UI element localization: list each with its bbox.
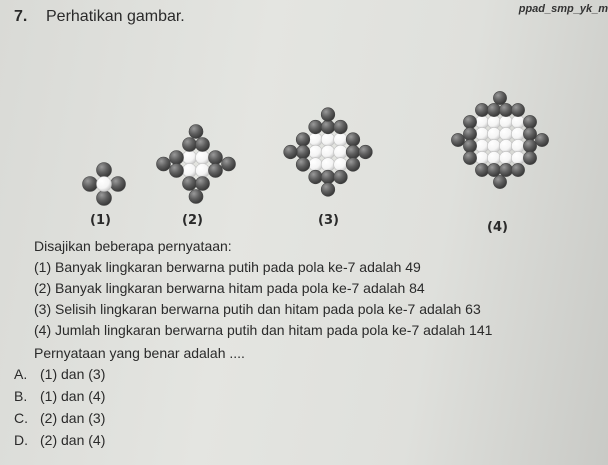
pattern-3-white-circle: [309, 133, 323, 147]
pattern-3-white-circle: [309, 145, 323, 159]
pattern-3-dark-circle: [321, 170, 335, 184]
pattern-4-white-circle: [475, 151, 488, 164]
pattern-4-white-circle: [487, 127, 500, 140]
pattern-label-4: (4): [487, 220, 508, 235]
pattern-4-dark-circle: [535, 133, 548, 146]
option-a-text[interactable]: (1) dan (3): [40, 366, 106, 382]
pattern-3-dark-circle: [346, 133, 360, 147]
pattern-3-dark-circle: [296, 158, 310, 172]
pattern-4-dark-circle: [487, 103, 500, 116]
pattern-1-dark-circle: [83, 177, 98, 192]
pattern-3-white-circle: [334, 145, 348, 159]
source-watermark: ppad_smp_yk_m: [518, 3, 608, 15]
pattern-4-dark-circle: [493, 91, 506, 104]
pattern-4-white-circle: [499, 151, 512, 164]
pattern-2-dark-circle: [189, 190, 203, 204]
pattern-4-dark-circle: [523, 139, 536, 152]
question-number: 7.: [14, 8, 28, 25]
pattern-4-dark-circle: [523, 115, 536, 128]
pattern-3-dark-circle: [346, 158, 360, 172]
circle-pattern-illustration: [0, 40, 608, 240]
pattern-4-dark-circle: [463, 139, 476, 152]
statement-4: (4) Jumlah lingkaran berwarna putih dan hitam pada pola ke-7 adalah 141: [34, 322, 493, 338]
pattern-4-dark-circle: [451, 133, 464, 146]
pattern-2-dark-circle: [222, 157, 236, 171]
pattern-2-dark-circle: [183, 138, 197, 152]
pattern-figure: [0, 40, 608, 240]
pattern-4-white-circle: [487, 115, 500, 128]
pattern-3-dark-circle: [321, 120, 335, 134]
pattern-2-dark-circle: [209, 164, 223, 178]
pattern-4-white-circle: [487, 139, 500, 152]
pattern-3-dark-circle: [346, 145, 360, 159]
pattern-1-dark-circle: [97, 163, 112, 178]
pattern-2-dark-circle: [157, 157, 171, 171]
option-d-text[interactable]: (2) dan (4): [40, 432, 106, 448]
pattern-2-white-circle: [183, 151, 197, 165]
pattern-3-dark-circle: [334, 170, 348, 184]
pattern-3-white-circle: [334, 158, 348, 172]
pattern-4-dark-circle: [511, 103, 524, 116]
pattern-3-dark-circle: [309, 120, 323, 134]
pattern-4-white-circle: [511, 127, 524, 140]
question-instruction: Perhatikan gambar.: [46, 8, 185, 25]
answer-prompt: Pernyataan yang benar adalah ....: [34, 345, 245, 361]
statements-intro: Disajikan beberapa pernyataan:: [34, 238, 232, 254]
pattern-4-dark-circle: [523, 151, 536, 164]
pattern-2-dark-circle: [196, 138, 210, 152]
pattern-2-dark-circle: [196, 177, 210, 191]
pattern-4-white-circle: [499, 127, 512, 140]
pattern-3-dark-circle: [296, 145, 310, 159]
pattern-4-dark-circle: [493, 175, 506, 188]
pattern-2-dark-circle: [189, 125, 203, 139]
pattern-3-dark-circle: [296, 133, 310, 147]
pattern-3-dark-circle: [321, 108, 335, 122]
pattern-2-dark-circle: [170, 164, 184, 178]
pattern-2-dark-circle: [170, 151, 184, 165]
pattern-3-dark-circle: [321, 183, 335, 197]
pattern-4-white-circle: [475, 115, 488, 128]
pattern-4-white-circle: [499, 115, 512, 128]
pattern-4-white-circle: [499, 139, 512, 152]
pattern-4-dark-circle: [487, 163, 500, 176]
pattern-4-dark-circle: [523, 127, 536, 140]
pattern-3-white-circle: [334, 133, 348, 147]
pattern-2-white-circle: [196, 164, 210, 178]
pattern-4-dark-circle: [475, 103, 488, 116]
pattern-3-dark-circle: [309, 170, 323, 184]
pattern-2-dark-circle: [209, 151, 223, 165]
option-b-text[interactable]: (1) dan (4): [40, 388, 106, 404]
pattern-4-white-circle: [475, 127, 488, 140]
statement-2: (2) Banyak lingkaran berwarna hitam pada pola ke-7 adalah 84: [34, 280, 425, 296]
option-d-letter[interactable]: D.: [14, 432, 28, 448]
pattern-3-dark-circle: [334, 120, 348, 134]
pattern-4-dark-circle: [511, 163, 524, 176]
pattern-1-dark-circle: [97, 191, 112, 206]
pattern-4-white-circle: [475, 139, 488, 152]
pattern-3-white-circle: [321, 145, 335, 159]
pattern-4-white-circle: [487, 151, 500, 164]
pattern-4-dark-circle: [499, 103, 512, 116]
pattern-2-white-circle: [183, 164, 197, 178]
pattern-3-white-circle: [309, 158, 323, 172]
pattern-4-dark-circle: [499, 163, 512, 176]
pattern-3-white-circle: [321, 133, 335, 147]
pattern-label-3: (3): [318, 213, 339, 228]
option-c-text[interactable]: (2) dan (3): [40, 410, 106, 426]
pattern-2-dark-circle: [183, 177, 197, 191]
pattern-label-1: (1): [90, 213, 111, 228]
pattern-4-white-circle: [511, 151, 524, 164]
pattern-label-2: (2): [182, 213, 203, 228]
pattern-1-dark-circle: [111, 177, 126, 192]
pattern-4-white-circle: [511, 139, 524, 152]
option-b-letter[interactable]: B.: [14, 388, 28, 404]
pattern-3-dark-circle: [284, 145, 298, 159]
pattern-1-white-circle: [97, 177, 112, 192]
pattern-4-dark-circle: [475, 163, 488, 176]
option-c-letter[interactable]: C.: [14, 410, 28, 426]
pattern-4-dark-circle: [463, 127, 476, 140]
statement-3: (3) Selisih lingkaran berwarna putih dan hitam pada pola ke-7 adalah 63: [34, 301, 481, 317]
pattern-3-dark-circle: [359, 145, 373, 159]
statement-1: (1) Banyak lingkaran berwarna putih pada pola ke-7 adalah 49: [34, 259, 421, 275]
option-a-letter[interactable]: A.: [14, 366, 28, 382]
pattern-4-dark-circle: [463, 151, 476, 164]
pattern-3-white-circle: [321, 158, 335, 172]
pattern-2-white-circle: [196, 151, 210, 165]
pattern-4-white-circle: [511, 115, 524, 128]
pattern-4-dark-circle: [463, 115, 476, 128]
